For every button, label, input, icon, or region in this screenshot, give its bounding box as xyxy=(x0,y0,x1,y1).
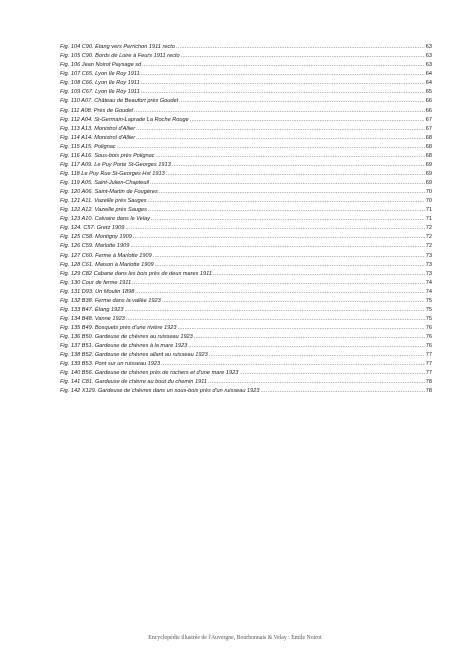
toc-entry[interactable] xyxy=(60,351,432,360)
toc-entry-page: 77 xyxy=(425,361,432,368)
toc-dot-leader xyxy=(142,61,425,70)
toc-dot-leader xyxy=(190,116,425,125)
toc-dot-leader xyxy=(124,306,424,315)
toc-entry-title: Fig. 117 A09. Le Puy Porte St-Georges 1913 xyxy=(60,161,171,168)
toc-entry-title: Fig. 116 A16. Sous-bois près Polignac xyxy=(60,152,155,159)
toc-entry-title: Fig. 136 B50. Gardeuse de chèvres au ruisseau 1923 xyxy=(60,334,193,341)
toc-entry-title: Fig. 125 C58. Montigny 1909 xyxy=(60,234,132,241)
toc-entry[interactable] xyxy=(60,170,432,179)
toc-entry-title: Fig. 140 B56. Gardeuse de chèvres près de rochers et d'une mare 1923 xyxy=(60,370,239,377)
toc-entry-title: Fig. 108 C66. Lyon Ile Roy 1911 xyxy=(60,80,140,87)
toc-entry-title: Fig. 112 A04. St-Germain-Laprade La Roche Rouge xyxy=(60,116,189,123)
toc-entry-title: Fig. 111 A08. Près de Goudet xyxy=(60,107,133,114)
toc-entry[interactable] xyxy=(60,206,432,215)
toc-dot-leader xyxy=(125,224,424,233)
toc-entry-title: Fig. 128 C61. Maison à Marlotte 1909 xyxy=(60,261,154,268)
toc-entry-title: Fig. 113 A13. Monistrol d'Allier xyxy=(60,125,136,132)
toc-entry-page: 76 xyxy=(425,334,432,341)
toc-entry[interactable] xyxy=(60,333,432,342)
toc-dot-leader xyxy=(162,297,425,306)
toc-entry[interactable] xyxy=(60,224,432,233)
toc-entry[interactable] xyxy=(60,143,432,152)
toc-dot-leader xyxy=(148,206,425,215)
toc-entry[interactable] xyxy=(60,52,432,61)
toc-entry[interactable] xyxy=(60,306,432,315)
toc-dot-leader xyxy=(132,279,425,288)
toc-entry-page: 69 xyxy=(425,161,432,168)
toc-entry[interactable] xyxy=(60,152,432,161)
toc-entry-title: Fig. 141 C81. Gardeuse de chèvre au bout du chemin 1911 xyxy=(60,379,207,386)
toc-entry-page: 68 xyxy=(425,134,432,141)
toc-entry-page: 73 xyxy=(425,252,432,259)
toc-dot-leader xyxy=(150,179,425,188)
toc-entry-title: Fig. 139 B53. Pont sur un ruisseau 1923 xyxy=(60,361,161,368)
toc-entry[interactable] xyxy=(60,279,432,288)
toc-entry-title: Fig. 106 Jean Noirot Paysage sd xyxy=(60,62,142,69)
toc-dot-leader xyxy=(179,97,425,106)
toc-entry-page: 63 xyxy=(425,53,432,60)
toc-entry[interactable] xyxy=(60,215,432,224)
toc-dot-leader xyxy=(159,188,425,197)
toc-entry-title: Fig. 133 B47. Étang 1923 xyxy=(60,306,124,313)
toc-dot-leader xyxy=(133,233,425,242)
toc-entry-page: 66 xyxy=(425,107,432,114)
toc-entry-title: Fig. 107 C65. Lyon Ile Roy 1911 xyxy=(60,71,140,78)
toc-entry[interactable] xyxy=(60,97,432,106)
toc-entry-page: 68 xyxy=(425,152,432,159)
toc-entry-page: 67 xyxy=(425,125,432,132)
toc-entry-title: Fig. 135 B49. Bosquets près d'une rivière 1923 xyxy=(60,325,177,331)
toc-entry[interactable] xyxy=(60,70,432,79)
toc-entry[interactable] xyxy=(60,315,432,324)
toc-entry[interactable] xyxy=(60,106,432,115)
toc-entry[interactable] xyxy=(60,134,432,143)
toc-entry-title: Fig. 131 D93. Un Moulin 1898 xyxy=(60,288,135,295)
toc-entry-page: 70 xyxy=(425,198,432,205)
toc-entry-title: Fig. 130 Cour de ferme 1911 xyxy=(60,279,132,286)
toc-entry-page: 75 xyxy=(425,306,432,313)
toc-entry[interactable] xyxy=(60,270,432,279)
toc-entry-page: 73 xyxy=(425,261,432,268)
toc-entry-title: Fig. 121 A11. Vazeille près Sauges xyxy=(60,198,147,205)
toc-dot-leader xyxy=(136,134,425,143)
toc-dot-leader xyxy=(181,52,425,61)
toc-entry[interactable] xyxy=(60,116,432,125)
toc-entry-page: 77 xyxy=(425,352,432,359)
toc-dot-leader xyxy=(153,252,425,261)
toc-entry[interactable] xyxy=(60,79,432,88)
toc-entry[interactable] xyxy=(60,88,432,97)
toc-entry-page: 76 xyxy=(425,343,432,350)
toc-entry[interactable] xyxy=(60,378,432,387)
toc-dot-leader xyxy=(134,107,425,116)
toc-entry-title: Fig. 132 B38. Ferme dans la vallée 1923 xyxy=(60,297,161,304)
toc-entry-page: 78 xyxy=(425,379,432,386)
toc-entry-page: 63 xyxy=(425,62,432,69)
toc-dot-leader xyxy=(141,79,425,88)
toc-entry-title: Fig. 109 C67. Lyon Ile Roy 1911 xyxy=(60,89,140,96)
toc-dot-leader xyxy=(155,261,425,270)
toc-dot-leader xyxy=(130,242,424,251)
toc-entry-page: 69 xyxy=(425,170,432,177)
toc-entry-page: 68 xyxy=(425,143,432,150)
toc-entry-page: 76 xyxy=(425,325,432,331)
toc-entry-title: Fig. 123 A10. Calvaire dans le Velay xyxy=(60,216,151,223)
toc-entry[interactable] xyxy=(60,233,432,242)
toc-entry[interactable] xyxy=(60,342,432,351)
toc-entry-page: 67 xyxy=(425,116,432,123)
toc-dot-leader xyxy=(141,88,425,97)
toc-entry-page: 73 xyxy=(425,270,432,277)
toc-dot-leader xyxy=(194,333,425,342)
toc-entry-title: Fig. 138 B52. Gardeuse de chèvres allant au ruisseau 1923 xyxy=(60,352,208,359)
toc-entry-title: Fig. 126 C59. Marlotte 1909 xyxy=(60,243,130,250)
toc-dot-leader xyxy=(209,351,425,360)
toc-entry-title: Fig. 122 A12. Vazeille près Sauges xyxy=(60,207,147,214)
toc-entry[interactable] xyxy=(60,387,432,396)
page-footer: Encyclopédie illustrée de l'Auvergne, Bourbonnais & Velay : Émile Noirot xyxy=(148,635,322,641)
toc-entry[interactable] xyxy=(60,161,432,170)
toc-entry[interactable] xyxy=(60,324,432,333)
toc-dot-leader xyxy=(151,215,425,224)
toc-entry-page: 71 xyxy=(425,207,432,214)
toc-dot-leader xyxy=(176,43,425,52)
toc-entry[interactable] xyxy=(60,61,432,70)
toc-dot-leader xyxy=(136,125,425,134)
toc-entry-title: Fig. 110 A07. Château de Beaufort près Goudet xyxy=(60,98,179,105)
toc-dot-leader xyxy=(148,197,425,206)
toc-entry-page: 75 xyxy=(425,315,432,322)
toc-entry[interactable] xyxy=(60,261,432,270)
toc-dot-leader xyxy=(239,369,424,378)
toc-entry[interactable] xyxy=(60,242,432,251)
toc-entry[interactable] xyxy=(60,251,432,260)
toc-dot-leader xyxy=(166,170,425,179)
toc-entry[interactable] xyxy=(60,369,432,378)
toc-entry-title: Fig. 115 A15. Polignac xyxy=(60,143,116,150)
toc-entry-page: 72 xyxy=(425,234,432,241)
toc-entry-title: Fig. 104 C90. Etang vers Perrichon 1911 recto xyxy=(60,44,175,51)
toc-entry-page: 63 xyxy=(425,44,432,51)
toc-entry[interactable] xyxy=(60,179,432,188)
toc-entry-title: Fig. 127 C60. Ferme à Marlotte 1909 xyxy=(60,252,152,259)
toc-entry-page: 70 xyxy=(425,189,432,196)
toc-dot-leader xyxy=(141,70,425,79)
toc-entry-page: 78 xyxy=(425,388,432,395)
toc-entry-title: Fig. 124. C57. Gretz 1909 xyxy=(60,225,125,232)
toc-entry-page: 69 xyxy=(425,180,432,186)
toc-entry-page: 64 xyxy=(425,71,432,78)
toc-dot-leader xyxy=(126,315,425,324)
toc-entry[interactable] xyxy=(60,43,432,52)
toc-entry-page: 65 xyxy=(425,89,432,96)
toc-dot-leader xyxy=(188,342,425,351)
toc-entry-title: Fig. 118 Le Puy Rue St-Georges Hst 1913 xyxy=(60,170,165,177)
toc-entry-title: Fig. 134 B48. Vanne 1923 xyxy=(60,315,125,322)
toc-entry[interactable] xyxy=(60,288,432,297)
toc-dot-leader xyxy=(260,387,424,396)
toc-dot-leader xyxy=(208,378,425,387)
toc-entry-page: 71 xyxy=(425,216,432,223)
toc-entry[interactable] xyxy=(60,188,432,197)
toc-entry-page: 75 xyxy=(425,297,432,304)
toc-dot-leader xyxy=(135,288,424,297)
toc-entry-page: 74 xyxy=(425,288,432,295)
toc-entry-title: Fig. 114 A14. Monistrol d'Allier xyxy=(60,134,136,141)
toc-entry-page: 72 xyxy=(425,225,432,232)
toc-entry-title: Fig. 119 A05. Saint-Julien-Chapteuil xyxy=(60,180,149,186)
toc-entry-page: 66 xyxy=(425,98,432,105)
toc-entry-title: Fig. 129 C82 Cabane dans les bois près de deux mares 1911 xyxy=(60,270,212,277)
toc-dot-leader xyxy=(177,324,424,333)
toc-entry-page: 72 xyxy=(425,243,432,250)
table-of-figures xyxy=(60,43,432,396)
toc-dot-leader xyxy=(213,270,425,279)
toc-entry-title: Fig. 142 X129. Gardeuse de chèvres dans un sous-bois près d'un ruisseau 1923 xyxy=(60,388,260,395)
toc-dot-leader xyxy=(172,161,425,170)
toc-dot-leader xyxy=(161,360,425,369)
toc-entry[interactable] xyxy=(60,360,432,369)
toc-dot-leader xyxy=(117,143,425,152)
toc-entry-title: Fig. 137 B51. Gardeuse de chèvres à la mare 1923 xyxy=(60,343,188,350)
toc-entry[interactable] xyxy=(60,197,432,206)
toc-dot-leader xyxy=(156,152,425,161)
toc-entry-page: 74 xyxy=(425,279,432,286)
toc-entry-page: 77 xyxy=(425,370,432,377)
toc-entry[interactable] xyxy=(60,125,432,134)
toc-entry[interactable] xyxy=(60,297,432,306)
toc-entry-title: Fig. 120 A06. Saint-Martin de Fougères xyxy=(60,189,158,196)
toc-entry-title: Fig. 105 C90. Bords de Loire à Feurs 1911 recto xyxy=(60,53,180,60)
toc-entry-page: 64 xyxy=(425,80,432,87)
